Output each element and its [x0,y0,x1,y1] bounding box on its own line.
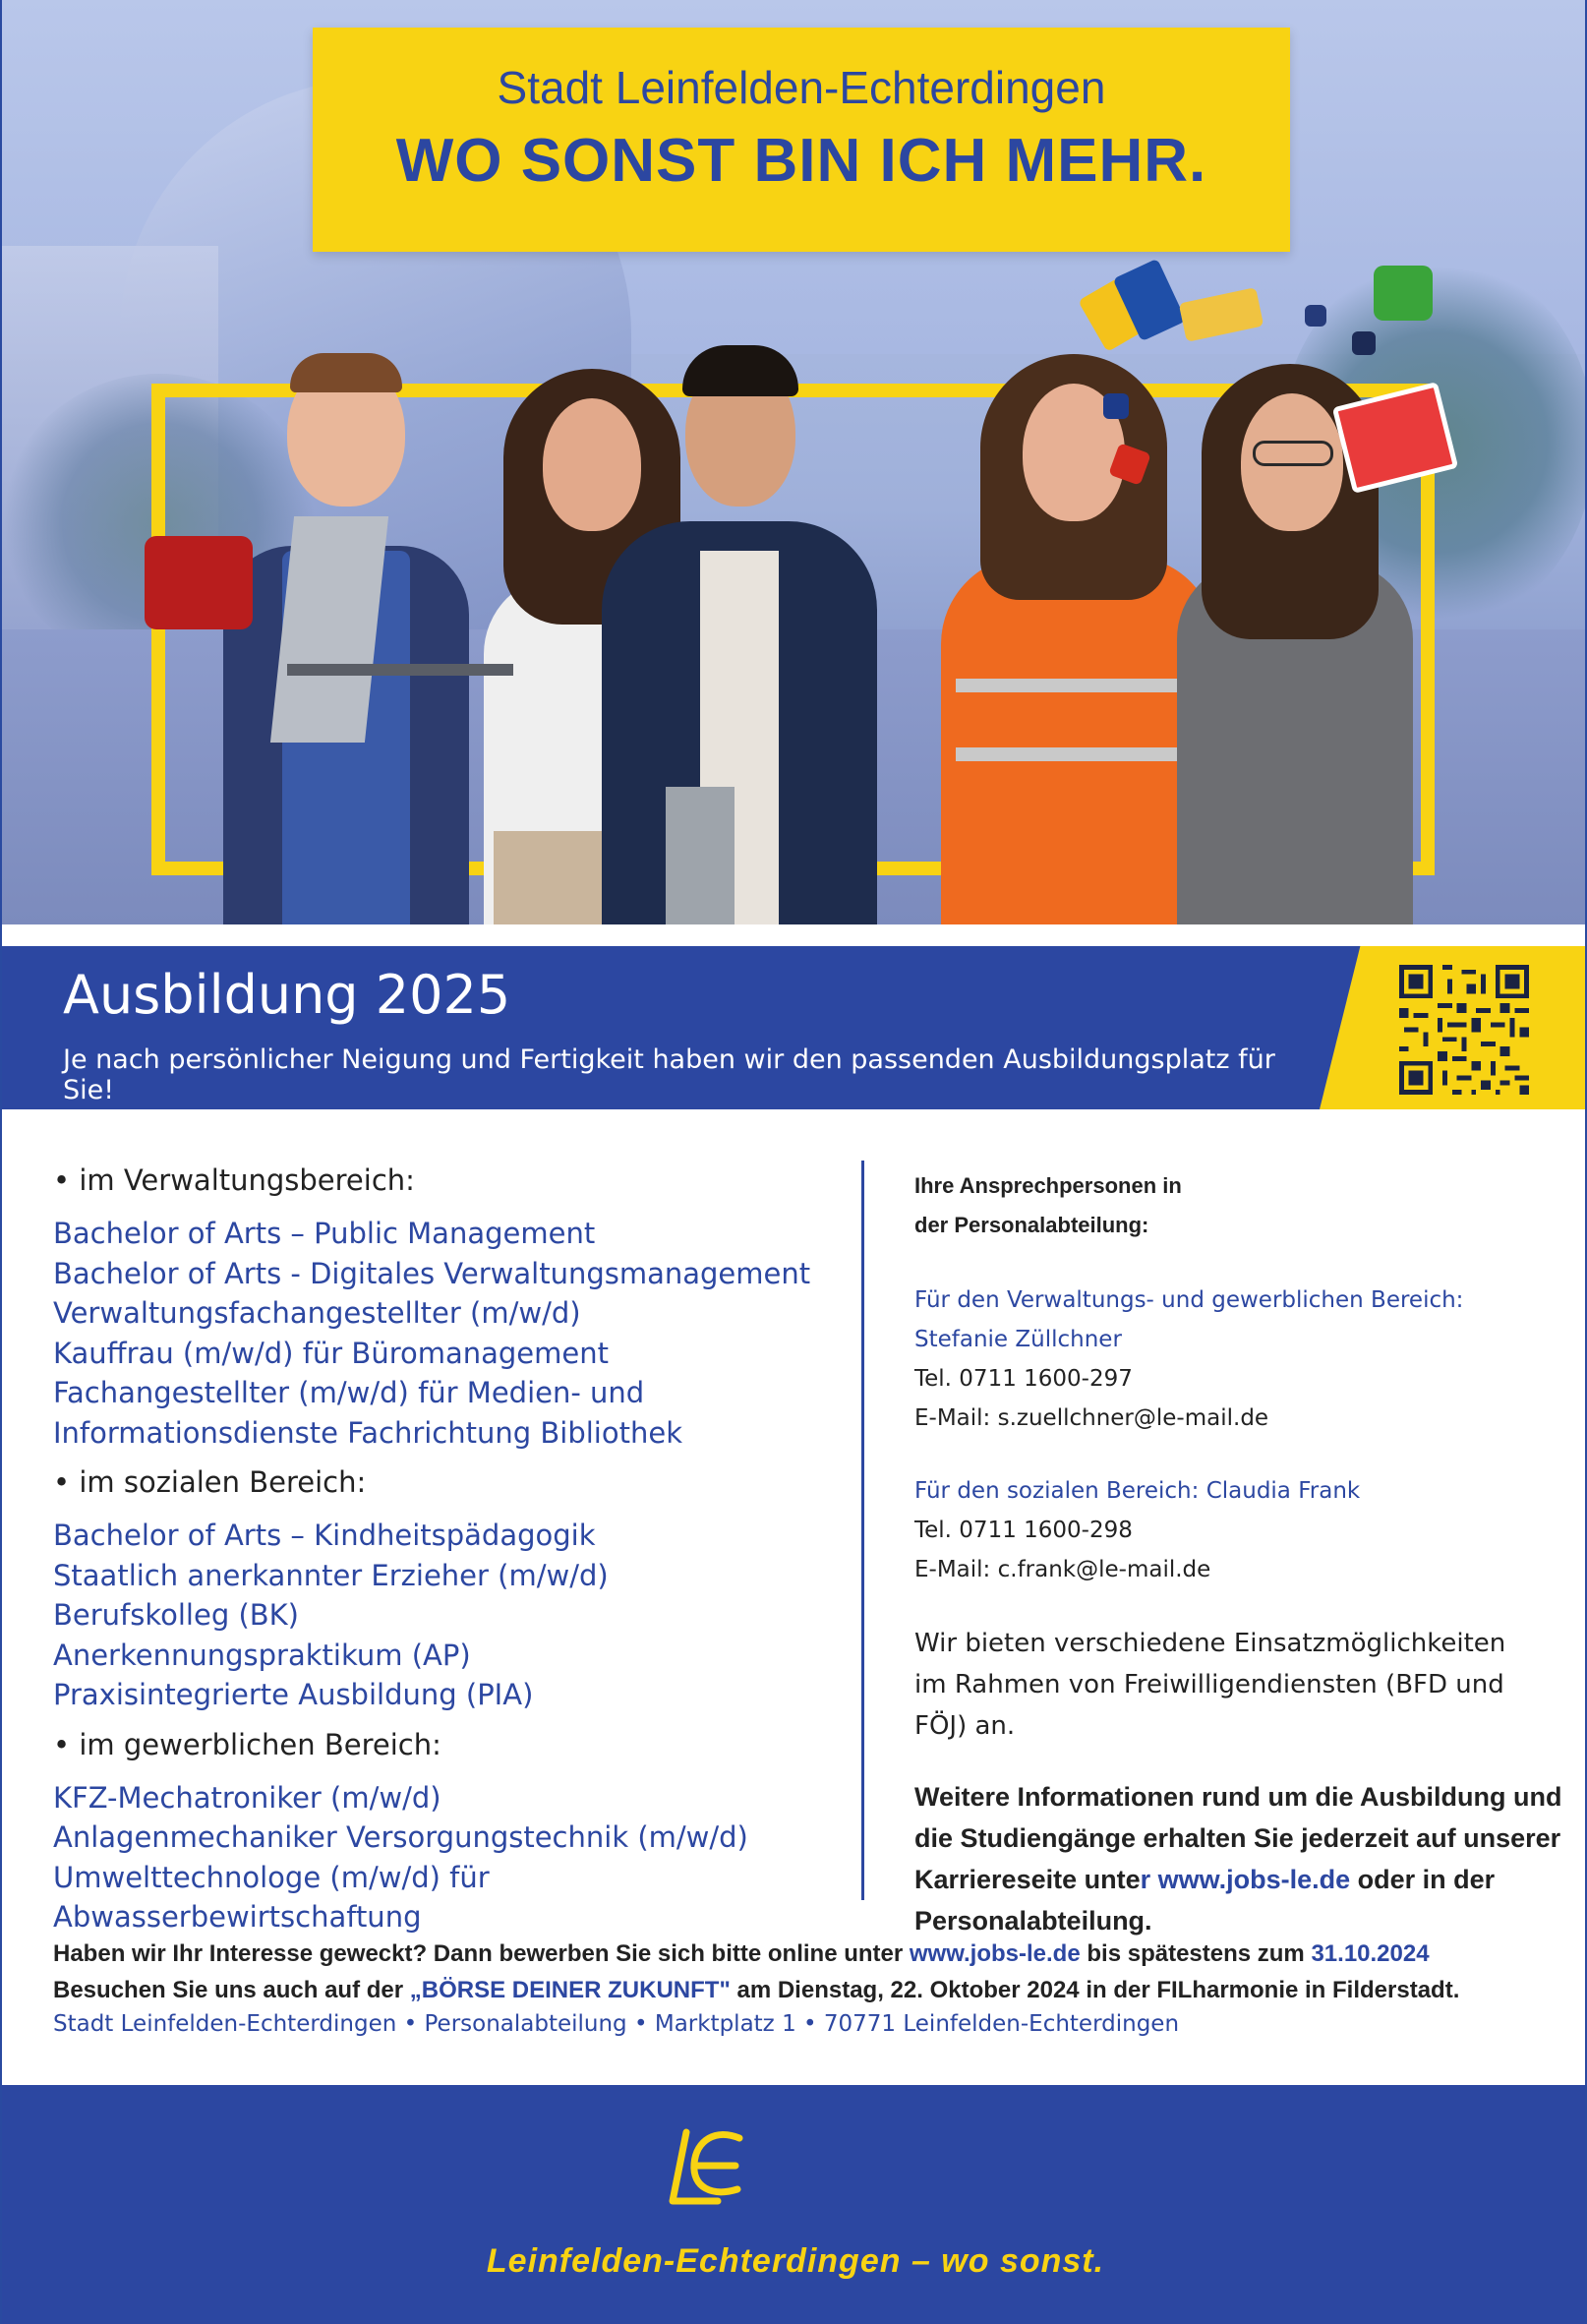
list-item: Fachangestellter (m/w/d) für Medien- und [53,1376,645,1409]
hero-photo [2,0,1587,924]
contact-admin-name: Stefanie Züllchner [914,1327,1122,1352]
toy-dark-cube [1352,331,1376,355]
contact-admin-phone[interactable]: Tel. 0711 1600-297 [914,1366,1133,1392]
qr-code-icon[interactable] [1394,960,1534,1100]
volunteer-text-line1: Wir bieten verschiedene Einsatzmöglichkeiten [914,1629,1506,1658]
section-heading-trade: • im gewerblichen Bereich: [53,1727,441,1761]
postal-address: Stadt Leinfelden-Echterdingen • Personalabteilung • Marktplatz 1 • 70771 Leinfelden-Echterdingen [53,2011,1180,2037]
contacts-heading-line1: Ihre Ansprechpersonen in [914,1173,1182,1198]
call-to-action [53,1936,1567,2008]
page-title: Ausbildung 2025 [63,964,511,1026]
list-item: Bachelor of Arts – Public Management [53,1217,596,1250]
trainee-mechanic [194,349,499,924]
event-name: „BÖRSE DEINER ZUKUNFT" [409,1977,731,2003]
contact-admin-area: Für den Verwaltungs- und gewerblichen Bereich: [914,1287,1464,1313]
section-heading-administration: • im Verwaltungsbereich: [53,1163,415,1197]
list-item: Umwelttechnologe (m/w/d) für Abwasserbewirtschaftung [53,1860,490,1934]
list-item: Staatlich anerkannter Erzieher (m/w/d) [53,1558,609,1592]
intro-header [2,946,1300,1109]
page-subtitle: Je nach persönlicher Neigung und Fertigkeit haben wir den passenden Ausbildungsplatz für Sie! [63,1044,1275,1105]
event-text: Besuchen Sie uns auch auf der [53,1977,410,2003]
apply-text: Haben wir Ihr Interesse geweckt? Dann bewerben Sie sich bitte online unter [53,1940,910,1967]
list-item: Anerkennungspraktikum (AP) [53,1638,471,1672]
list-item: Verwaltungsfachangestellter (m/w/d) [53,1296,581,1330]
toy-blue-piece [1103,393,1129,419]
apply-link[interactable]: www.jobs-le.de [909,1940,1081,1967]
apprenticeship-list [53,1161,840,1937]
trainee-center [592,339,887,924]
footer [2,2085,1587,2324]
list-item: Informationsdienste Fachrichtung Bibliothek [53,1415,682,1450]
list-item: Berufskolleg (BK) [53,1598,299,1632]
list-item: Bachelor of Arts – Kindheitspädagogik [53,1519,596,1552]
list-item: Kauffrau (m/w/d) für Büromanagement [53,1336,609,1370]
footer-slogan: Leinfelden-Echterdingen – wo sonst. [486,2242,1105,2280]
contact-social-area: Für den sozialen Bereich: Claudia Frank [914,1478,1361,1504]
contacts-heading-line2: der Personalabteilung: [914,1213,1149,1237]
tagline: WO SONST BIN ICH MEHR. [395,127,1207,195]
list-item: Praxisintegrierte Ausbildung (PIA) [53,1678,534,1711]
more-info-line2: die Studiengänge erhalten Sie jederzeit auf unserer [914,1823,1561,1853]
toy-green-pipe [1374,266,1433,321]
contact-admin-email[interactable]: E-Mail: s.zuellchner@le-mail.de [914,1405,1269,1431]
contact-social-phone[interactable]: Tel. 0711 1600-298 [914,1518,1133,1543]
section-heading-social: • im sozialen Bereich: [53,1465,367,1499]
more-info-line3 [914,1859,1563,1900]
apply-line [53,1936,1567,1972]
volunteer-text-line2: im Rahmen von Freiwilligendiensten (BFD und FÖJ) an. [914,1670,1504,1741]
careers-link[interactable]: r www.jobs-le.de [1140,1865,1351,1894]
apply-deadline: 31.10.2024 [1311,1940,1430,1967]
more-info-line4: Personalabteilung. [914,1906,1152,1936]
column-divider [861,1161,864,1900]
list-item: KFZ-Mechatroniker (m/w/d) [53,1780,441,1815]
list-item: Anlagenmechaniker Versorgungstechnik (m/w/d) [53,1820,748,1854]
headline-banner [313,28,1290,252]
list-item: Bachelor of Arts - Digitales Verwaltungsmanagement [53,1256,811,1290]
city-name: Stadt Leinfelden-Echterdingen [497,62,1106,113]
more-info-text-end: oder in der [1350,1865,1496,1894]
more-info-line1: Weitere Informationen rund um die Ausbildung und [914,1782,1562,1812]
more-info-text: Karriereseite unte [914,1865,1141,1894]
event-line [53,1972,1567,2008]
contact-social-email[interactable]: E-Mail: c.frank@le-mail.de [914,1557,1211,1582]
event-details: am Dienstag, 22. Oktober 2024 in der FILharmonie in Filderstadt. [730,1977,1460,2003]
le-logo-icon [657,2124,755,2223]
qr-panel [1300,946,1587,1109]
contact-column [914,1166,1563,1941]
toy-small-cube [1305,305,1326,327]
apply-deadline-text: bis spätestens zum [1080,1940,1312,1967]
